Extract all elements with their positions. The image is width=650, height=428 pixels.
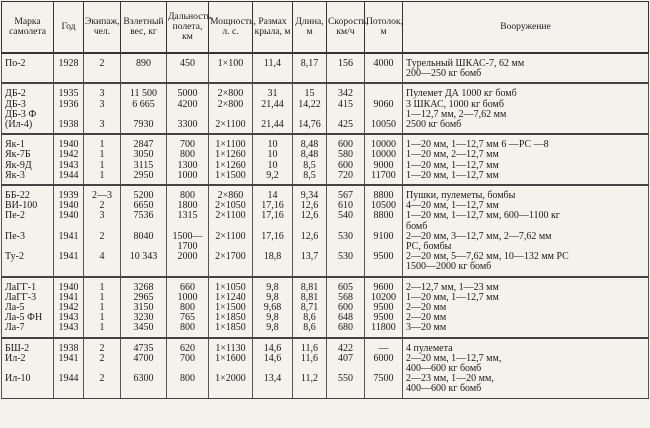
cell-ceiling: 4000 xyxy=(365,53,403,83)
cell-speed: 156 xyxy=(327,53,365,83)
cell-range: 5000 4200 3300 xyxy=(167,83,209,134)
cell-crew: 3 3 3 xyxy=(84,83,121,134)
cell-weight: 890 xyxy=(121,53,167,83)
cell-ceiling: 9600 10200 9500 9500 11800 xyxy=(365,277,403,338)
cell-weight: 5200 6650 7536 8040 10 343 xyxy=(121,185,167,277)
cell-length: 8,17 xyxy=(293,53,327,83)
table-row-la xyxy=(2,277,649,338)
cell-year: 1940 1941 1942 1943 1943 xyxy=(54,277,84,338)
cell-crew: 2—3 2 3 2 4 xyxy=(84,185,121,277)
col-header-speed: Скорость, км/ч xyxy=(327,2,365,54)
cell-year: 1940 1942 1943 1944 xyxy=(54,134,84,185)
cell-wingspan: 9,8 9,8 9,68 9,8 9,8 xyxy=(253,277,293,338)
cell-wingspan: 11,4 xyxy=(253,53,293,83)
cell-ceiling: 8800 10500 8800 9100 9500 xyxy=(365,185,403,277)
table-row-il xyxy=(2,338,649,399)
cell-armament: Пулемет ДА 1000 кг бомб 3 ШКАС, 1000 кг бомб 1—12,7 мм, 2—7,62 мм 2500 кг бомб xyxy=(403,83,649,134)
col-header-armament: Вооружение xyxy=(403,2,649,54)
cell-armament: 2—12,7 мм, 1—23 мм 1—20 мм, 1—12,7 мм 2—20 мм 2—20 мм 3—20 мм xyxy=(403,277,649,338)
cell-power: 1×100 xyxy=(209,53,253,83)
cell-weight: 2847 3050 3115 2950 xyxy=(121,134,167,185)
cell-armament: 4 пулемета 2—20 мм, 1—12,7 мм, 400—600 кг бомб 2—23 мм, 1—20 мм, 400—600 кг бомб xyxy=(403,338,649,399)
cell-armament: 1—20 мм, 1—12,7 мм 6 —РС —8 1—20 мм, 2—12,7 мм 1—20 мм, 1—12,7 мм 1—20 мм, 1—12,7 мм xyxy=(403,134,649,185)
cell-length: 11,6 11,6 11,2 xyxy=(293,338,327,399)
cell-wingspan: 14 17,16 17,16 17,16 18,8 xyxy=(253,185,293,277)
cell-crew: 1 1 1 1 1 xyxy=(84,277,121,338)
table-row-po xyxy=(2,53,649,83)
cell-crew: 1 1 1 1 xyxy=(84,134,121,185)
col-header-wingspan: Размах крыла, м xyxy=(253,2,293,54)
cell-year: 1928 xyxy=(54,53,84,83)
cell-wingspan: 31 21,44 21,44 xyxy=(253,83,293,134)
cell-model: ДБ-2 ДБ-3 ДБ-3 Ф (Ил-4) xyxy=(2,83,54,134)
cell-model: ББ-22 ВИ-100 Пе-2 Пе-3 Ту-2 xyxy=(2,185,54,277)
cell-speed: 600 580 600 720 xyxy=(327,134,365,185)
cell-range: 800 1800 1315 1500— 1700 2000 xyxy=(167,185,209,277)
col-header-length: Длина, м xyxy=(293,2,327,54)
cell-weight: 4735 4700 6300 xyxy=(121,338,167,399)
cell-year: 1939 1940 1940 1941 1941 xyxy=(54,185,84,277)
col-header-year: Год xyxy=(54,2,84,54)
cell-model: БШ-2 Ил-2 Ил-10 xyxy=(2,338,54,399)
col-header-power: Мощность, л. с. xyxy=(209,2,253,54)
cell-power: 2×860 2×1050 2×1100 2×1100 2×1700 xyxy=(209,185,253,277)
cell-length: 8,48 8,48 8,5 8,5 xyxy=(293,134,327,185)
table-row-yak xyxy=(2,134,649,185)
cell-year: 1938 1941 1944 xyxy=(54,338,84,399)
cell-crew: 2 2 2 xyxy=(84,338,121,399)
cell-weight: 11 500 6 665 7930 xyxy=(121,83,167,134)
cell-length: 8,81 8,81 8,71 8,6 8,6 xyxy=(293,277,327,338)
cell-wingspan: 10 10 10 9,2 xyxy=(253,134,293,185)
cell-model: Як-1 Як-7Б Як-9Д Як-3 xyxy=(2,134,54,185)
cell-year: 1935 1936 1938 xyxy=(54,83,84,134)
cell-speed: 342 415 425 xyxy=(327,83,365,134)
col-header-crew: Экипаж, чел. xyxy=(84,2,121,54)
cell-range: 620 700 800 xyxy=(167,338,209,399)
cell-model: По-2 xyxy=(2,53,54,83)
cell-crew: 2 xyxy=(84,53,121,83)
cell-power: 1×1050 1×1240 1×1500 1×1850 1×1850 xyxy=(209,277,253,338)
cell-range: 660 1000 800 765 800 xyxy=(167,277,209,338)
cell-power: 1×1100 1×1260 1×1260 1×1500 xyxy=(209,134,253,185)
cell-weight: 3268 2965 3150 3230 3450 xyxy=(121,277,167,338)
col-header-range: Дальность полета, км xyxy=(167,2,209,54)
cell-armament: Турельный ШКАС-7, 62 мм 200—250 кг бомб xyxy=(403,53,649,83)
cell-range: 700 800 1300 1000 xyxy=(167,134,209,185)
cell-power: 1×1130 1×1600 1×2000 xyxy=(209,338,253,399)
cell-wingspan: 14,6 14,6 13,4 xyxy=(253,338,293,399)
cell-speed: 422 407 550 xyxy=(327,338,365,399)
header-row xyxy=(2,2,649,54)
cell-armament: Пушки, пулеметы, бомбы 4—20 мм, 1—12,7 мм 1—20 мм, 1—12,7 мм, 600—1100 кг бомб 2—20 мм, 3—12,7 мм, 2—7,62 мм РС, бомбы 2—20 мм, 5—7,62 мм, 10—132 мм РС 1500—2000 кг бомб xyxy=(403,185,649,277)
cell-ceiling: 9060 10050 xyxy=(365,83,403,134)
cell-length: 9,34 12,6 12,6 12,6 13,7 xyxy=(293,185,327,277)
col-header-ceiling: Потолок, м xyxy=(365,2,403,54)
aircraft-table xyxy=(1,1,649,399)
cell-speed: 605 568 600 648 680 xyxy=(327,277,365,338)
col-header-model: Марка самолета xyxy=(2,2,54,54)
table-row-db xyxy=(2,83,649,134)
cell-ceiling: 10000 10000 9000 11700 xyxy=(365,134,403,185)
cell-range: 450 xyxy=(167,53,209,83)
cell-speed: 567 610 540 530 530 xyxy=(327,185,365,277)
cell-model: ЛаГГ-1 ЛаГГ-3 Ла-5 Ла-5 ФН Ла-7 xyxy=(2,277,54,338)
cell-ceiling: — 6000 7500 xyxy=(365,338,403,399)
col-header-weight: Взлетный вес, кг xyxy=(121,2,167,54)
cell-length: 15 14,22 14,76 xyxy=(293,83,327,134)
table-row-bomber xyxy=(2,185,649,277)
cell-power: 2×800 2×800 2×1100 xyxy=(209,83,253,134)
